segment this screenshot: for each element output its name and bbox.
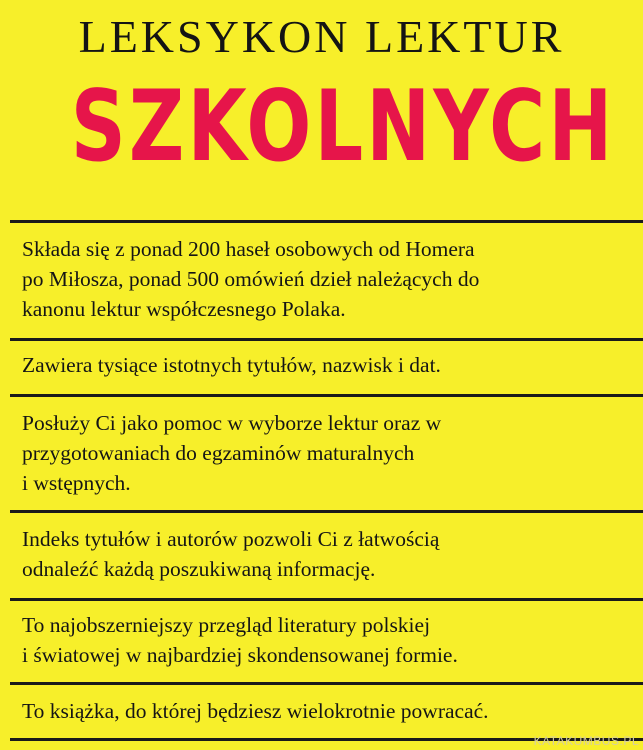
text-line: kanonu lektur współczesnego Polaka.: [22, 297, 346, 321]
divider: [10, 682, 643, 685]
text-block-titles: [22, 350, 630, 380]
text-block-help: [22, 408, 630, 498]
title-line-2: SZKOLNYCH: [70, 70, 616, 184]
text-block-return: [22, 696, 630, 726]
divider: [10, 338, 643, 341]
text-line: po Miłosza, ponad 500 omówień dzieł należących do: [22, 267, 480, 291]
text-line: przygotowaniach do egzaminów maturalnych: [22, 441, 415, 465]
title-line-1: LEKSYKON LEKTUR: [78, 11, 565, 62]
text-line: To najobszerniejszy przegląd literatury polskiej: [22, 613, 431, 637]
text-line: Indeks tytułów i autorów pozwoli Ci z łatwością: [22, 527, 440, 551]
watermark: KATAKUMBUS.PL: [533, 734, 639, 748]
text-line: Posłuży Ci jako pomoc w wyborze lektur oraz w: [22, 411, 442, 435]
text-line: To książka, do której będziesz wielokrotnie powracać.: [22, 699, 489, 723]
text-block-contents: [22, 234, 630, 324]
divider: [10, 394, 643, 397]
text-line: i światowej w najbardziej skondensowanej formie.: [22, 643, 458, 667]
divider: [10, 598, 643, 601]
divider: [10, 510, 643, 513]
text-line: Zawiera tysiące istotnych tytułów, nazwisk i dat.: [22, 353, 441, 377]
text-block-index: [22, 524, 630, 584]
text-line: odnaleźć każdą poszukiwaną informację.: [22, 557, 376, 581]
divider: [10, 220, 643, 223]
text-block-overview: [22, 610, 630, 670]
text-line: Składa się z ponad 200 haseł osobowych od Homera: [22, 237, 475, 261]
text-line: i wstępnych.: [22, 471, 131, 495]
